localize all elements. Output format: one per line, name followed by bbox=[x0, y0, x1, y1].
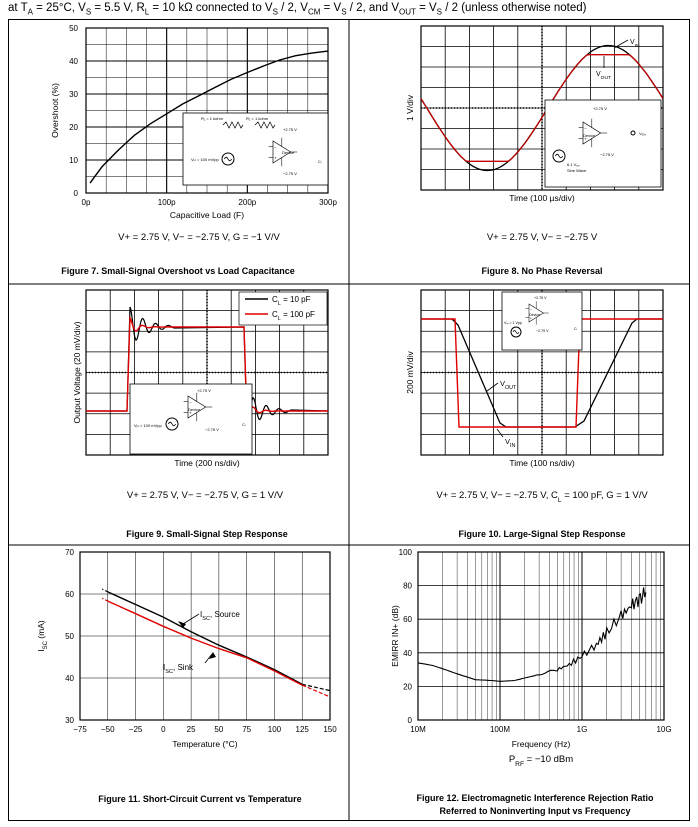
fig7-inset-vpos: +2.75 V bbox=[283, 127, 297, 132]
fig11-xlabel: Temperature (°C) bbox=[172, 739, 238, 749]
fig11-xtick-label: −50 bbox=[100, 725, 115, 734]
fig11-xtick-label: 0 bbox=[161, 725, 166, 734]
fig7-ylabel: Overshoot (%) bbox=[50, 83, 60, 138]
fig8-inset-vneg: −2.75 V bbox=[600, 152, 614, 157]
label-main: V bbox=[596, 71, 601, 78]
fig12-xlabel: Frequency (Hz) bbox=[511, 739, 571, 749]
fig7-inset-r2: R₂ = 1 kohm bbox=[246, 116, 269, 121]
fig9-condition: V+ = 2.75 V, V− = −2.75 V, G = 1 V/V bbox=[126, 490, 284, 501]
fig9-inset-vneg: −2.75 V bbox=[205, 427, 219, 432]
fig12-ytick-label: 40 bbox=[403, 648, 412, 658]
fig7-inset-r1: R₁ = 1 kohm bbox=[201, 116, 223, 121]
fig10-inset-vpos: +2.75 V bbox=[534, 296, 547, 300]
fig11-caption: Figure 11. Short-Circuit Current vs Temperature bbox=[98, 794, 302, 804]
fig12-ytick-label: 20 bbox=[403, 682, 412, 692]
fig11-xtick-label: 125 bbox=[295, 725, 309, 734]
fig9-inset-box bbox=[130, 384, 252, 454]
fig7-caption: Figure 7. Small-Signal Overshoot vs Load Capacitance bbox=[61, 266, 295, 276]
fig7-xtick-label: 300p bbox=[319, 198, 337, 207]
fig7-xtick-label: 0p bbox=[81, 198, 91, 207]
header-text: / 2, and V bbox=[346, 2, 399, 14]
fig12-xtick-label: 10G bbox=[656, 725, 672, 734]
fig12-xtick-label: 1G bbox=[576, 725, 588, 734]
fig12-ylabel: EMIRR IN+ (dB) bbox=[390, 605, 400, 667]
fig12-ytick-label: 60 bbox=[403, 615, 412, 625]
fig7-ytick-label: 50 bbox=[69, 24, 78, 33]
fig11-xtick-label: 75 bbox=[242, 725, 252, 734]
header-sub: CM bbox=[307, 7, 321, 17]
label-sub: SC bbox=[202, 616, 211, 622]
opamp-minus-sign: − bbox=[584, 125, 587, 131]
label-rest: = 100 pF bbox=[280, 310, 315, 319]
fig10-inset-cl: Cₗ bbox=[574, 327, 578, 331]
label-rest: = 10 pF bbox=[280, 295, 311, 304]
label-main: P bbox=[508, 754, 516, 765]
fig7-ytick-label: 0 bbox=[73, 189, 78, 198]
header-sub: A bbox=[27, 7, 33, 17]
label-sub: SC bbox=[43, 641, 49, 650]
label-sub: RF bbox=[515, 760, 525, 768]
fig7-ytick-label: 30 bbox=[69, 90, 78, 99]
label-sub: L bbox=[277, 301, 281, 307]
header-text: = V bbox=[320, 2, 342, 14]
opamp-minus-sign: − bbox=[529, 307, 533, 312]
fig12-ytick-label: 100 bbox=[398, 548, 412, 557]
fig8-ylabel: 1 V/div bbox=[405, 95, 415, 121]
fig7-xtick-label: 200p bbox=[238, 198, 257, 207]
label-sub: IN bbox=[634, 43, 640, 49]
fig12-xtick-label: 100M bbox=[489, 725, 511, 734]
fig7-inset-vin: Vᵢₙ = 100 mVpp bbox=[191, 157, 219, 162]
label-sub: L bbox=[277, 316, 281, 322]
header-sub: S bbox=[341, 7, 347, 17]
fig7-xtick-label: 100p bbox=[157, 198, 176, 207]
label-main: V bbox=[630, 39, 635, 46]
fig10-inset-vin: Vᵢₙ = 1 Vpp bbox=[504, 321, 522, 325]
opamp-plus-sign: + bbox=[529, 316, 533, 321]
fig7-condition: V+ = 2.75 V, V− = −2.75 V, G = −1 V/V bbox=[118, 232, 280, 243]
fig10-ylabel: 200 mV/div bbox=[405, 351, 415, 394]
label-main: I bbox=[36, 649, 46, 652]
fig10-inset-device: Device bbox=[529, 313, 540, 317]
fig7-xlabel: Capacitive Load (F) bbox=[169, 210, 245, 220]
label-main: C bbox=[272, 295, 278, 304]
fig9-caption: Figure 9. Small-Signal Step Response bbox=[126, 529, 288, 539]
fig8-inset-output-node bbox=[631, 131, 635, 135]
header-text: = V bbox=[415, 2, 437, 14]
label-main: V bbox=[505, 437, 511, 446]
fig11-ytick-label: 30 bbox=[65, 716, 74, 725]
fig12-caption-line1: Figure 12. Electromagnetic Interference Rejection Ratio bbox=[416, 793, 654, 803]
fig8-caption: Figure 8. No Phase Reversal bbox=[481, 266, 603, 276]
label-main: V+ = 2.75 V, V− = −2.75 V, C bbox=[436, 490, 558, 501]
header-sub: L bbox=[144, 7, 150, 17]
fig9-inset-device: Device bbox=[188, 407, 201, 412]
fig11-ylabel bbox=[36, 620, 49, 652]
header-sub: S bbox=[436, 7, 443, 17]
fig8-xlabel: Time (100 µs/div) bbox=[509, 193, 575, 203]
fig10-condition bbox=[436, 490, 648, 504]
fig9-ylabel: Output Voltage (20 mV/div) bbox=[72, 321, 82, 424]
label-rest: = 100 pF, G = 1 V/V bbox=[561, 490, 648, 501]
label-main: V bbox=[500, 379, 506, 388]
label-rest: , Sink bbox=[173, 663, 194, 672]
fig12-caption-line2: Referred to Noninverting Input vs Frequency bbox=[439, 806, 631, 816]
header-sub: S bbox=[272, 7, 278, 17]
fig11-ytick-label: 70 bbox=[65, 548, 74, 557]
label-main: I bbox=[200, 610, 203, 619]
fig9-inset-vin: Vᵢₙ = 100 mVpp bbox=[134, 423, 162, 428]
fig10-caption: Figure 10. Large-Signal Step Response bbox=[458, 529, 626, 539]
fig8-condition: V+ = 2.75 V, V− = −2.75 V bbox=[486, 232, 598, 243]
label-sub: SC bbox=[165, 669, 174, 675]
fig11-ytick-label: 50 bbox=[65, 632, 74, 641]
header-text: = 10 kΩ connected to V bbox=[149, 2, 273, 14]
fig11-xtick-label: 100 bbox=[267, 725, 282, 734]
fig8-inset-vpos: +2.75 V bbox=[593, 106, 607, 111]
fig10-xlabel: Time (100 ns/div) bbox=[509, 458, 575, 468]
label-sub: L bbox=[557, 496, 562, 504]
fig11-xtick-label: −25 bbox=[128, 725, 143, 734]
fig7-ytick-label: 10 bbox=[69, 156, 78, 165]
header-text: at T bbox=[8, 2, 28, 14]
label-rest: (mA) bbox=[36, 620, 46, 642]
label-rest: = −10 dBm bbox=[524, 754, 574, 765]
fig7-inset-cl: Cₗ bbox=[318, 159, 322, 164]
fig8-inset-box bbox=[545, 100, 661, 187]
header-text: / 2, V bbox=[277, 2, 308, 14]
fig12-ytick-label: 0 bbox=[407, 716, 412, 725]
fig11-ytick-label: 40 bbox=[65, 674, 74, 683]
header-sub: OUT bbox=[399, 7, 416, 17]
fig12-xtick-label: 10M bbox=[410, 725, 426, 734]
fig9-inset-cl: Cₗ bbox=[242, 422, 246, 427]
opamp-minus-sign: − bbox=[189, 399, 192, 405]
fig7-ytick-label: 20 bbox=[69, 123, 78, 132]
fig10-inset-vneg: −2.75 V bbox=[536, 329, 549, 333]
fig7-inset-vneg: −2.75 V bbox=[283, 171, 297, 176]
fig11-xtick-label: −75 bbox=[73, 725, 87, 734]
fig11-ytick-label: 60 bbox=[65, 590, 74, 599]
fig8-inset-vout: Vₒᵤₜ bbox=[639, 131, 646, 136]
label-rest: , Source bbox=[210, 610, 240, 619]
label-main: I bbox=[163, 663, 166, 672]
label-main: C bbox=[272, 310, 278, 319]
label-sub: IN bbox=[510, 443, 516, 449]
fig11-xtick-label: 150 bbox=[323, 725, 337, 734]
fig9-inset-vpos: +2.75 V bbox=[197, 388, 211, 393]
fig11-xtick-label: 25 bbox=[186, 725, 196, 734]
header-text: = 5.5 V, R bbox=[91, 2, 145, 14]
fig8-inset-sine: Sine Wave bbox=[567, 168, 587, 173]
label-sub: OUT bbox=[505, 385, 517, 391]
opamp-minus-sign: − bbox=[274, 144, 277, 150]
fig12-condition bbox=[509, 754, 573, 768]
fig8-inset-vpp: 6.1 Vₚₚ bbox=[567, 162, 580, 167]
fig7-inset-device: Device bbox=[282, 150, 295, 155]
fig7-ytick-label: 40 bbox=[69, 57, 78, 66]
opamp-plus-sign: + bbox=[274, 155, 277, 161]
header-text: = 25°C, V bbox=[32, 2, 86, 14]
fig12-frame bbox=[418, 552, 664, 720]
opamp-plus-sign: + bbox=[189, 410, 192, 416]
fig12-ytick-label: 80 bbox=[403, 581, 412, 591]
header-text: / 2 (unless otherwise noted) bbox=[442, 2, 587, 14]
fig11-xtick-label: 50 bbox=[214, 725, 224, 734]
fig8-inset-device: Device bbox=[583, 133, 596, 138]
label-sub: OUT bbox=[600, 75, 611, 81]
fig9-xlabel: Time (200 ns/div) bbox=[174, 458, 240, 468]
opamp-plus-sign: + bbox=[584, 136, 587, 142]
fig7-inset-box bbox=[183, 113, 328, 185]
header-sub: S bbox=[85, 7, 92, 17]
